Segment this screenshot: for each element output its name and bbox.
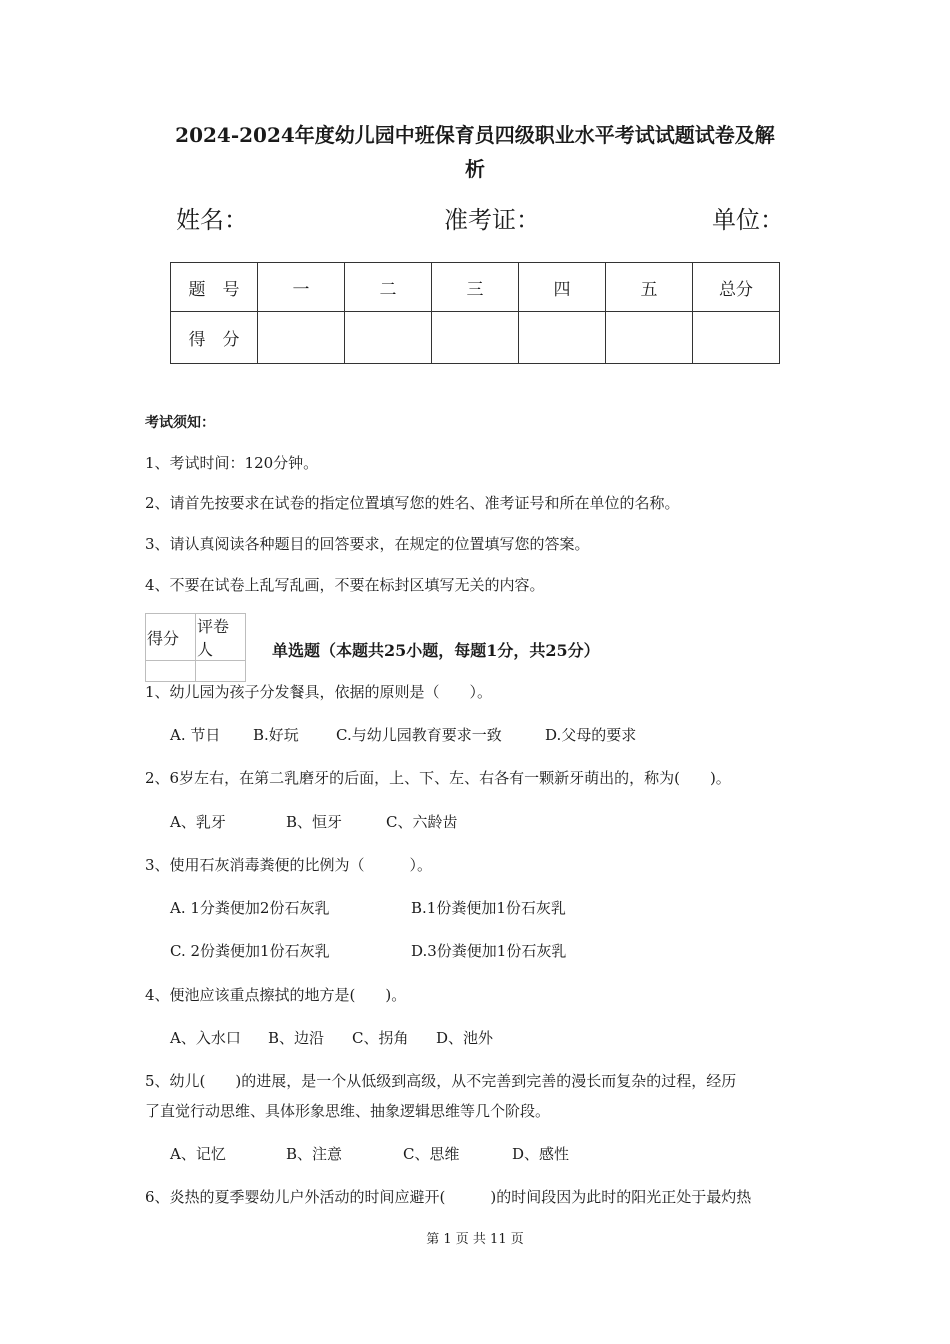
question-1-option[interactable]: B.好玩 <box>253 726 299 744</box>
score-cell[interactable] <box>345 312 432 364</box>
grader-box <box>145 613 246 682</box>
question-4-option[interactable]: C、拐角 <box>352 1029 409 1047</box>
question-2-option[interactable]: A、乳牙 <box>170 813 226 831</box>
question-5-option[interactable]: B、注意 <box>286 1145 343 1163</box>
score-row-label: 得 分 <box>171 312 258 364</box>
exam-id-label: 准考证： <box>444 206 540 234</box>
notice-item: 3、请认真阅读各种题目的回答要求，在规定的位置填写您的答案。 <box>145 535 590 553</box>
header-cell: 五 <box>606 263 693 312</box>
question-4-option[interactable]: B、边沿 <box>268 1029 325 1047</box>
question-5-option[interactable]: D、感性 <box>512 1145 570 1163</box>
question-5-stem-line-2: 了直觉行动思维、具体形象思维、抽象逻辑思维等几个阶段。 <box>145 1102 551 1120</box>
question-1-stem: 1、幼儿园为孩子分发餐具，依据的原则是（ ）。 <box>145 683 493 701</box>
question-2-option[interactable]: B、恒牙 <box>286 813 343 831</box>
question-2-option[interactable]: C、六龄齿 <box>386 813 458 831</box>
question-1-option[interactable]: D.父母的要求 <box>545 726 637 744</box>
notice-item: 4、不要在试卷上乱写乱画，不要在标封区填写无关的内容。 <box>145 576 545 594</box>
header-cell: 三 <box>432 263 519 312</box>
name-label: 姓名： <box>176 206 248 234</box>
grader-reviewer-cell[interactable] <box>196 661 246 682</box>
question-3-option[interactable]: A. 1分粪便加2份石灰乳 <box>170 899 330 917</box>
candidate-info <box>0 200 950 240</box>
question-4-option[interactable]: D、池外 <box>436 1029 494 1047</box>
score-cell[interactable] <box>693 312 780 364</box>
score-cell[interactable] <box>519 312 606 364</box>
header-cell: 题 号 <box>171 263 258 312</box>
question-2-stem: 2、6岁左右，在第二乳磨牙的后面，上、下、左、右各有一颗新牙萌出的，称为( )。 <box>145 769 731 787</box>
page-footer: 第 1 页 共 11 页 <box>426 1232 524 1247</box>
question-3-stem: 3、使用石灰消毒粪便的比例为（ ）。 <box>145 856 433 874</box>
header-cell: 一 <box>258 263 345 312</box>
question-3-option[interactable]: B.1份粪便加1份石灰乳 <box>411 899 566 917</box>
question-5-option[interactable]: C、思维 <box>403 1145 460 1163</box>
grader-score-cell[interactable] <box>146 661 196 682</box>
question-1-option[interactable]: C.与幼儿园教育要求一致 <box>336 726 502 744</box>
grader-reviewer-label: 评卷人 <box>196 614 246 661</box>
header-cell: 总分 <box>693 263 780 312</box>
question-6-stem: 6、炎热的夏季婴幼儿户外活动的时间应避开( )的时间段因为此时的阳光正处于最灼热 <box>145 1188 752 1206</box>
score-table <box>170 262 780 364</box>
score-cell[interactable] <box>258 312 345 364</box>
question-4-stem: 4、便池应该重点擦拭的地方是( )。 <box>145 986 407 1004</box>
title-line-2: 析 <box>465 157 485 181</box>
score-table-score-row <box>171 312 780 364</box>
header-cell: 四 <box>519 263 606 312</box>
question-4-option[interactable]: A、入水口 <box>170 1029 241 1047</box>
section-title: 单选题（本题共25小题，每题1分，共25分） <box>272 641 600 660</box>
question-1-option[interactable]: A. 节日 <box>170 726 221 744</box>
exam-title <box>120 118 830 186</box>
score-cell[interactable] <box>432 312 519 364</box>
question-3-option[interactable]: C. 2份粪便加1份石灰乳 <box>170 942 330 960</box>
header-cell: 二 <box>345 263 432 312</box>
title-line-1: 2024-2024年度幼儿园中班保育员四级职业水平考试试题试卷及解 <box>175 123 775 147</box>
question-5-option[interactable]: A、记忆 <box>170 1145 226 1163</box>
unit-label: 单位： <box>712 206 784 234</box>
notice-item: 1、考试时间：120分钟。 <box>145 454 319 472</box>
grader-score-label: 得分 <box>146 614 196 661</box>
question-5-stem-line-1: 5、幼儿( )的进展，是一个从低级到高级，从不完善到完善的漫长而复杂的过程，经历 <box>145 1072 737 1090</box>
notice-item: 2、请首先按要求在试卷的指定位置填写您的姓名、准考证号和所在单位的名称。 <box>145 494 680 512</box>
score-table-header-row <box>171 263 780 312</box>
notice-title: 考试须知： <box>145 415 215 431</box>
question-3-option[interactable]: D.3份粪便加1份石灰乳 <box>411 942 567 960</box>
score-cell[interactable] <box>606 312 693 364</box>
